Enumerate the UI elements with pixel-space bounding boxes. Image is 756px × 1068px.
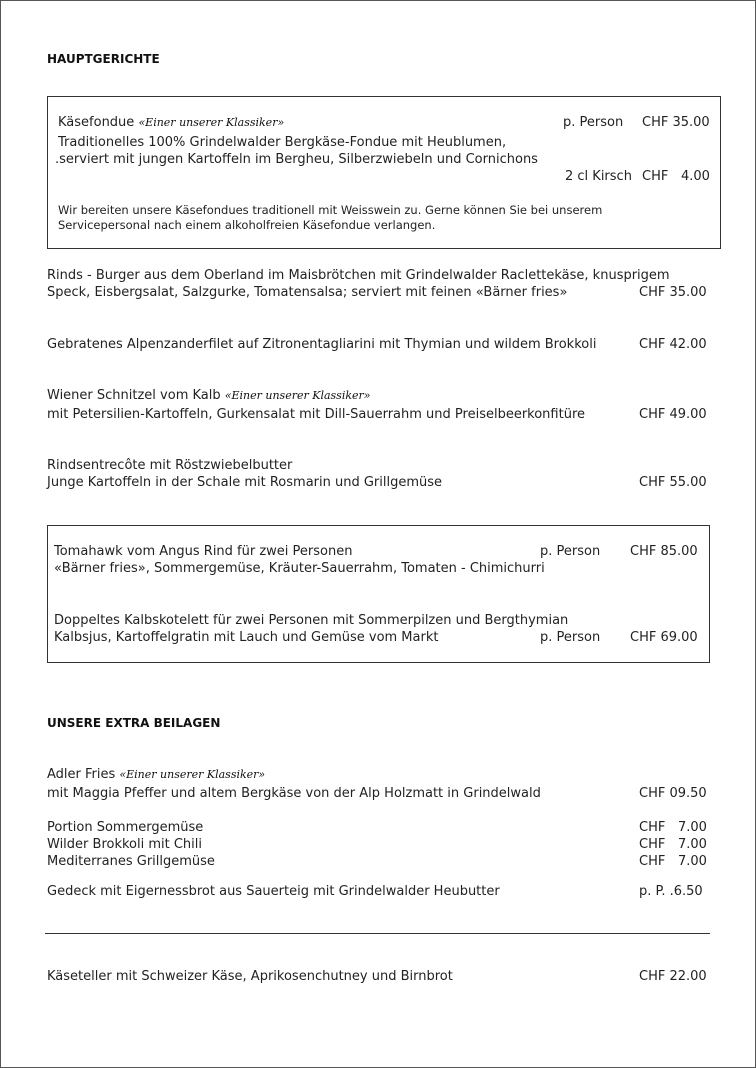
fondue-desc-2: .serviert mit jungen Kartoffeln im Bergheu, Silberzwiebeln und Cornichons <box>55 152 538 167</box>
entrecote-price: CHF 55.00 <box>639 475 707 490</box>
kotelett-price: CHF 69.00 <box>630 630 698 645</box>
side-item-price: 7.00 <box>678 820 707 835</box>
fondue-note-2: Servicepersonal nach einem alkoholfreien Käsefondue verlangen. <box>58 218 436 232</box>
fondue-title: Käsefondue <box>58 115 135 130</box>
side-item-price: 7.00 <box>678 854 707 869</box>
klassiker-tag: «Einer unserer Klassiker» <box>138 116 285 129</box>
tomahawk-price: CHF 85.00 <box>630 544 698 559</box>
fondue-unit: p. Person <box>563 115 624 130</box>
burger-price: CHF 35.00 <box>639 285 707 300</box>
cheese-line-1: Käseteller mit Schweizer Käse, Aprikosenchutney und Birnbrot <box>47 969 453 984</box>
side-item-name: Wilder Brokkoli mit Chili <box>47 837 203 852</box>
schnitzel-price: CHF 49.00 <box>639 407 707 422</box>
entrecote-line-2: Junge Kartoffeln in der Schale mit Rosmarin und Grillgemüse <box>47 475 443 490</box>
kotelett-line-1: Doppeltes Kalbskotelett für zwei Personen mit Sommerpilzen und Bergthymian <box>54 613 569 628</box>
side-item-name: Mediterranes Grillgemüse <box>47 854 215 869</box>
side-item-currency: CHF <box>639 854 666 869</box>
side-item-name: Portion Sommergemüse <box>47 820 204 835</box>
section-title-sides: UNSERE EXTRA BEILAGEN <box>47 716 221 730</box>
fondue-note-1: Wir bereiten unsere Käsefondues traditionell mit Weisswein zu. Gerne können Sie bei unserem <box>58 203 603 217</box>
zander-price: CHF 42.00 <box>639 337 707 352</box>
fries-price: CHF 09.50 <box>639 786 707 801</box>
kotelett-unit: p. Person <box>540 630 601 645</box>
fries-name <box>47 767 265 783</box>
schnitzel-line-2: mit Petersilien-Kartoffeln, Gurkensalat mit Dill-Sauerrahm und Preiselbeerkonfitüre <box>47 407 586 422</box>
section-title-main: HAUPTGERICHTE <box>47 52 160 66</box>
entrecote-line-1: Rindsentrecôte mit Röstzwiebelbutter <box>47 458 293 473</box>
fries-line-2: mit Maggia Pfeffer und altem Bergkäse von der Alp Holzmatt in Grindelwald <box>47 786 541 801</box>
gedeck-price: p. P. .6.50 <box>639 884 703 899</box>
klassiker-tag: «Einer unserer Klassiker» <box>119 768 266 781</box>
divider <box>45 933 710 934</box>
burger-line-2: Speck, Eisbergsalat, Salzgurke, Tomatensalsa; serviert mit feinen «Bärner fries» <box>47 285 568 300</box>
tomahawk-line-2: «Bärner fries», Sommergemüse, Kräuter-Sauerrahm, Tomaten - Chimichurri <box>54 561 545 576</box>
schnitzel-name <box>47 388 371 404</box>
kirsch-unit: 2 cl Kirsch <box>565 169 632 184</box>
zander-line-1: Gebratenes Alpenzanderfilet auf Zitronentagliarini mit Thymian und wildem Brokkoli <box>47 337 597 352</box>
fries-title: Adler Fries <box>47 767 116 782</box>
fondue-name <box>58 115 284 131</box>
gedeck-line-1: Gedeck mit Eigernessbrot aus Sauerteig mit Grindelwalder Heubutter <box>47 884 500 899</box>
tomahawk-unit: p. Person <box>540 544 601 559</box>
burger-line-1: Rinds - Burger aus dem Oberland im Maisbrötchen mit Grindelwalder Raclettekäse, knusprigem <box>47 268 670 283</box>
cheese-price: CHF 22.00 <box>639 969 707 984</box>
kirsch-price: 4.00 <box>681 169 710 184</box>
side-item-price: 7.00 <box>678 837 707 852</box>
fondue-desc-1: Traditionelles 100% Grindelwalder Bergkäse-Fondue mit Heublumen, <box>58 135 507 150</box>
tomahawk-line-1: Tomahawk vom Angus Rind für zwei Personen <box>54 544 353 559</box>
schnitzel-title: Wiener Schnitzel vom Kalb <box>47 388 221 403</box>
side-item-currency: CHF <box>639 837 666 852</box>
kotelett-line-2: Kalbsjus, Kartoffelgratin mit Lauch und Gemüse vom Markt <box>54 630 439 645</box>
klassiker-tag: «Einer unserer Klassiker» <box>224 389 371 402</box>
fondue-price: CHF 35.00 <box>642 115 710 130</box>
side-item-currency: CHF <box>639 820 666 835</box>
kirsch-currency: CHF <box>642 169 669 184</box>
